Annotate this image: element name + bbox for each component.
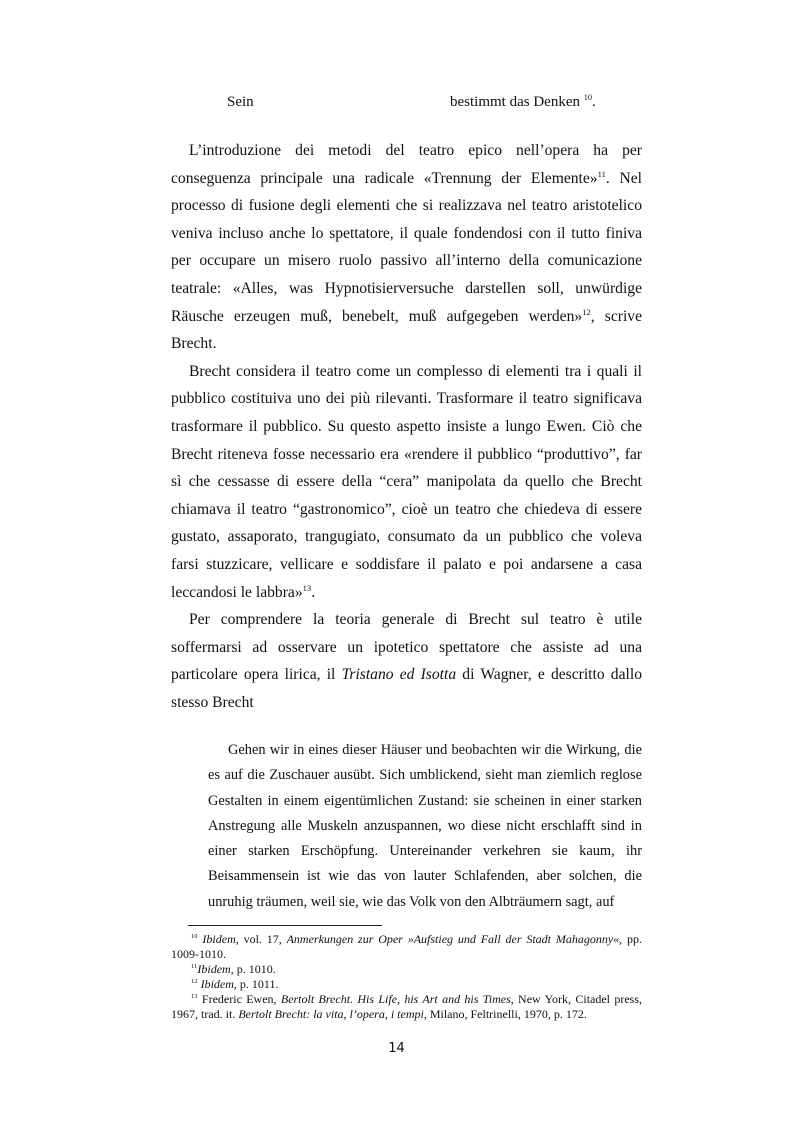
page-number: 14 — [388, 1041, 405, 1056]
body-text — [171, 137, 642, 716]
footnote-13: $^{13}$ Frederic Ewen, Bertolt Brecht. His Life, his Art and his Times, New York, Citadel press, 1967, trad. it. Bertolt Brecht: la vita, l’opera, i tempi, Milano, Feltrinelli, 1970, p. 172. — [171, 992, 642, 1021]
footnote-ref-12[interactable]: 12 — [582, 306, 591, 317]
footnotes — [171, 932, 642, 1022]
block-quote — [208, 738, 642, 915]
footnote-11: $^{11}$Ibidem, p. 1010. — [191, 962, 276, 976]
footnote-12: $^{12}$ Ibidem, p. 1011. — [191, 977, 279, 991]
work-title: Tristano ed Isotta — [341, 666, 457, 684]
footnote-ref-10[interactable]: 10 — [583, 93, 592, 102]
continuation-left-text: Sein — [227, 94, 254, 110]
footnote-number: 13 — [191, 993, 198, 1000]
footnote-10: $^{10}$ Ibidem, vol. 17, Anmerkungen zur Oper »Aufstieg und Fall der Stadt Mahagonny«, pp. 1009-1010. — [171, 932, 642, 961]
paragraph-1: L’introduzione dei metodi del teatro epico nell’opera ha per conseguenza principale una radicale «Trennung der Elemente»$^{11}$. Nel processo di fusione degli elementi che si realizzava nel teatro aristotelico veniva incluso anche lo spettatore, il quale fondendosi con il tutto finiva per occupare un misero ruolo passivo all’interno della comunicazione teatrale: «Alles, was Hypnotisierversuche darstellen soll, unwürdige Räusche erzeugen muß, benebelt, muß aufgegeben werden»$^{12}$, scrive Brecht. — [171, 142, 643, 353]
footnote-number: 11 — [191, 963, 198, 970]
footnote-separator — [188, 925, 382, 926]
paragraph-3: Per comprendere la teoria generale di Brecht sul teatro è utile soffermarsi ad osservare un ipotetico spettatore che assiste ad una particolare opera lirica, il Tristano ed Isotta di Wagner, e descritto dallo stesso Brecht — [171, 611, 642, 711]
footnote-ref-13[interactable]: 13 — [302, 582, 312, 593]
footnote-number: 10 — [191, 933, 198, 940]
paragraph-2: Brecht considera il teatro come un complesso di elementi tra i quali il pubblico costituiva uno dei più rilevanti. Trasformare il teatro significava trasformare il pubblico. Su questo aspetto insiste a lungo Ewen. Ciò che Brecht riteneva fosse necessario era «rendere il pubblico “produttivo”, far sì che cessasse di essere della “cera” manipolata da quello che Brecht chiamava il teatro “gastronomico”, cioè un teatro che chiedeva di essere gustato, assaporato, trangugiato, consumato da un pubblico che voleva farsi stuzzicare, vellicare e soddisfare il palato e poi andarsene a casa leccandosi le labbra»$^{13}$. — [171, 362, 642, 601]
continuation-right-text: bestimmt das Denken $^{10}$. — [450, 93, 596, 110]
block-quote-text: Gehen wir in eines dieser Häuser und beobachten wir die Wirkung, die es auf die Zuschauer ausübt. Sich umblickend, sieht man ziemlich reglose Gestalten in einem eigentümlichen Zustand: sie scheinen in einer starken Anstregung alle Muskeln anzuspannen, wo diese nicht erschlafft sind in einer starken Erschöpfung. Untereinander verkehren sie kaum, ihr Beisammensein ist wie das von lauter Schlafenden, aber solchen, die unruhig träumen, weil sie, wie das Volk von den Albträumern sagt, auf — [208, 742, 642, 910]
footnote-ref-11[interactable]: 11 — [597, 168, 606, 179]
footnote-number: 12 — [191, 978, 198, 985]
